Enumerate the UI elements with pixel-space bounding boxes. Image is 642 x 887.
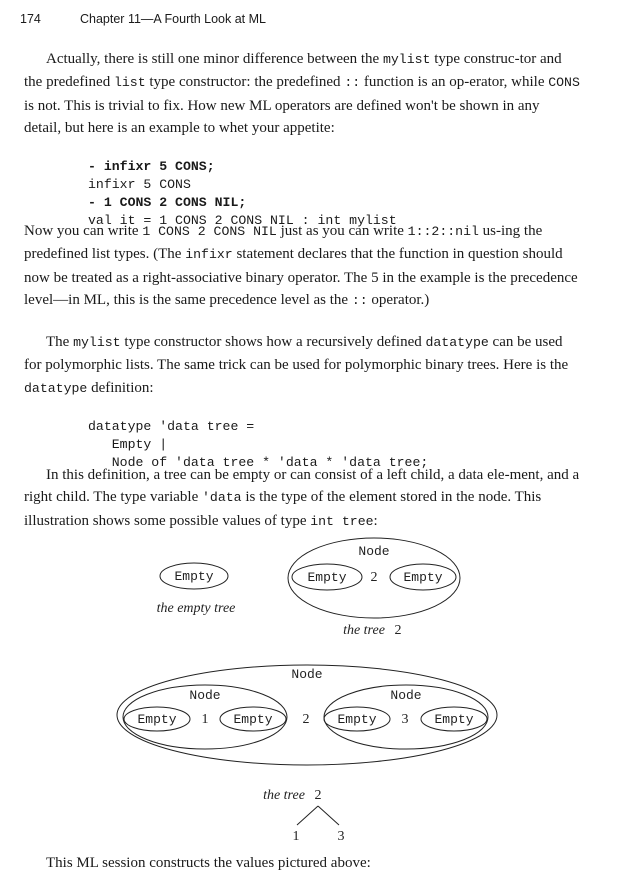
- chapter-title: Chapter 11—A Fourth Look at ML: [80, 12, 266, 26]
- code-type-var: 'data: [202, 490, 242, 506]
- text: The: [46, 334, 74, 350]
- empty-label: Empty: [434, 712, 474, 727]
- node-value: 2: [370, 570, 378, 585]
- tree-2-1-3-caption-prefix: the tree: [263, 788, 305, 803]
- code-line: - infixr 5 CONS;: [88, 159, 215, 174]
- code-datatype: datatype: [24, 380, 88, 396]
- text: is not. This is trivial to fix. How new ML operators are defined won't be shown in any detail, but here is an example to whet your appetite:: [24, 97, 540, 136]
- code-mylist: mylist: [382, 52, 431, 67]
- code-line: val it = 1 CONS 2 CONS NIL : int mylist: [88, 213, 397, 228]
- node-value: 3: [401, 712, 409, 727]
- code-mylist: mylist: [73, 335, 121, 350]
- text: :: [373, 512, 378, 529]
- tree-edge-right: [318, 806, 339, 825]
- node-value: 1: [201, 712, 209, 727]
- code-line: infixr 5 CONS: [88, 177, 191, 192]
- code-list: list: [113, 75, 146, 91]
- code-line: Node of 'data tree * 'data * 'data tree;: [88, 455, 429, 470]
- tree-2-caption-prefix: the tree: [343, 623, 385, 638]
- node-label: Node: [189, 688, 221, 703]
- node-label: Node: [291, 667, 323, 682]
- text: type constructor: the predefined: [145, 74, 345, 91]
- code-line: Empty |: [88, 437, 168, 452]
- empty-label: Empty: [137, 712, 177, 727]
- text: Now you can write: [24, 223, 143, 239]
- text: statement declares that the function in question should now be treated as a right-associative binary operator. The 5 in the example is the precedence level—in ML, this is the same precedence level as the: [24, 246, 578, 308]
- text: us-ing the predefined list types. (The: [24, 223, 543, 263]
- empty-tree-caption: the empty tree: [156, 601, 236, 616]
- code-cons: CONS: [548, 75, 580, 91]
- empty-label: Empty: [174, 569, 214, 584]
- empty-label: Empty: [233, 712, 273, 727]
- text: type constructor shows how a recursively defined: [120, 334, 426, 350]
- tree-edge-left: [297, 806, 318, 825]
- text: type construc-tor and the predefined: [24, 51, 562, 91]
- empty-label: Empty: [307, 570, 347, 585]
- text: can be used for polymorphic lists. The same trick can be used for polymorphic binary trees. Here is the: [24, 334, 569, 374]
- tree-2-caption-value: 2: [394, 623, 402, 638]
- code-line: datatype 'data tree =: [88, 419, 255, 434]
- text: definition:: [87, 379, 154, 396]
- text: is the type of the element stored in the node. This illustration shows some possible values of type: [24, 489, 542, 529]
- text: operator.): [367, 291, 430, 308]
- node-value: 2: [302, 712, 310, 727]
- text: just as you can write: [276, 223, 408, 239]
- leaf-value: 3: [337, 829, 345, 844]
- node-label: Node: [358, 544, 390, 559]
- code-line: - 1 CONS 2 CONS NIL;: [88, 195, 247, 210]
- code-int-tree: int tree: [310, 513, 374, 529]
- paragraph-5: This ML session constructs the values pictured above:: [46, 855, 371, 871]
- code-expr: 1 CONS 2 CONS NIL: [142, 224, 277, 239]
- empty-label: Empty: [403, 570, 443, 585]
- code-datatype: datatype: [425, 335, 489, 350]
- tree-2-1-3-caption-value: 2: [314, 788, 322, 803]
- leaf-value: 1: [292, 829, 300, 844]
- text: Actually, there is still one minor difference between the: [46, 51, 383, 67]
- code-expr: 1::2::nil: [407, 224, 479, 239]
- page-number: 174: [20, 12, 41, 26]
- code-infixr: infixr: [185, 247, 233, 263]
- text: In this definition, a tree can be empty or can consist of a left child, a data ele-ment, and a right child. The type variable: [24, 467, 580, 506]
- code-cons-operator: ::: [344, 75, 361, 91]
- code-cons-operator: ::: [351, 292, 368, 308]
- node-label: Node: [390, 688, 422, 703]
- text: function is an op-erator, while: [360, 74, 549, 91]
- empty-label: Empty: [337, 712, 377, 727]
